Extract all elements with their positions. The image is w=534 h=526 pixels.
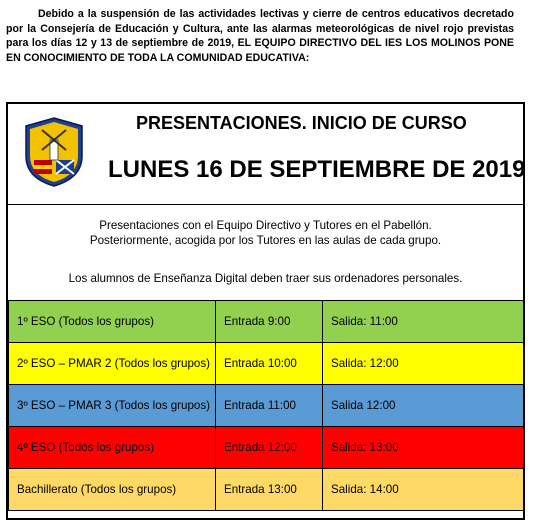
exit-cell: Salida: 14:00 (323, 469, 524, 511)
entry-cell: Entrada 12:00 (216, 427, 323, 469)
table-row (9, 427, 524, 469)
table-row (9, 469, 524, 511)
group-cell: Bachillerato (Todos los grupos) (9, 469, 216, 511)
info-line: Presentaciones con el Equipo Directivo y Tutores en el Pabellón. (99, 219, 432, 232)
notice-paragraph: Debido a la suspensión de las actividades lectivas y cierre de centros educativos decretado por la Consejería de Educación y Cultura, ante las alarmas meteorológicas de nivel rojo previstas para los días 12 y 13 de septiembre de 2019, EL EQUIPO DIRECTIVO DEL IES LOS MOLINOS PONE EN CONOCIMIENTO DE TODA LA COMUNIDAD EDUCATIVA: (6, 8, 514, 64)
announcement-header (8, 104, 526, 205)
info-line: Posteriormente, acogida por los Tutores en las aulas de cada grupo. (89, 234, 442, 247)
schedule-table (8, 300, 524, 511)
group-cell: 4º ESO (Todos los grupos) (9, 427, 216, 469)
table-row (9, 301, 524, 343)
group-cell: 1º ESO (Todos los grupos) (9, 301, 216, 343)
event-date: LUNES 16 DE SEPTIEMBRE DE 2019 (108, 156, 526, 183)
entry-cell: Entrada 10:00 (216, 343, 323, 385)
entry-cell: Entrada 13:00 (216, 469, 323, 511)
table-row (9, 385, 524, 427)
info-line: Los alumnos de Enseñanza Digital deben traer sus ordenadores personales. (68, 272, 463, 285)
announcement-box (6, 102, 525, 520)
exit-cell: Salida 12:00 (323, 385, 524, 427)
group-cell: 3º ESO – PMAR 3 (Todos los grupos) (9, 385, 216, 427)
entry-cell: Entrada 9:00 (216, 301, 323, 343)
group-cell: 2º ESO – PMAR 2 (Todos los grupos) (9, 343, 216, 385)
page-title: PRESENTACIONES. INICIO DE CURSO (136, 113, 467, 133)
table-row (9, 343, 524, 385)
info-section (8, 205, 523, 298)
exit-cell: Salida: 12:00 (323, 343, 524, 385)
exit-cell: Salida: 13:00 (323, 427, 524, 469)
entry-cell: Entrada 11:00 (216, 385, 323, 427)
school-crest-icon (22, 116, 86, 188)
exit-cell: Salida: 11:00 (323, 301, 524, 343)
